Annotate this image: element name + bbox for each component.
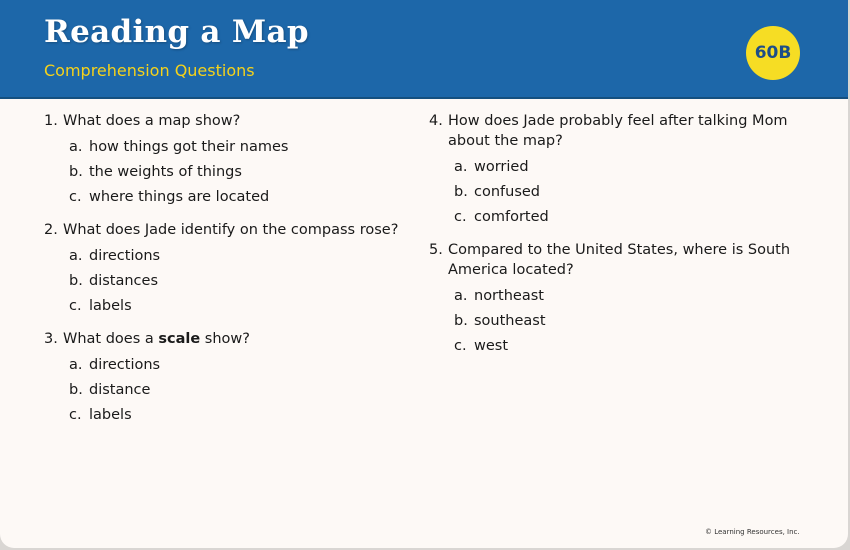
answer-letter: c.: [69, 298, 82, 314]
answer-list: [429, 284, 799, 359]
answer-option[interactable]: [429, 284, 799, 309]
answer-text: southeast: [474, 313, 546, 329]
answer-option[interactable]: [44, 269, 404, 294]
answer-list: [44, 353, 404, 428]
answer-text: distances: [89, 273, 158, 289]
answer-option[interactable]: [44, 160, 404, 185]
answer-option[interactable]: [44, 244, 404, 269]
answer-option[interactable]: [44, 353, 404, 378]
answer-letter: b.: [454, 184, 468, 200]
answer-text: worried: [474, 159, 529, 175]
question-2: [44, 220, 404, 319]
answer-option[interactable]: [44, 294, 404, 319]
answer-letter: a.: [454, 288, 468, 304]
answer-text: confused: [474, 184, 541, 200]
card-subtitle: Comprehension Questions: [44, 61, 255, 80]
answer-letter: b.: [69, 164, 83, 180]
answer-option[interactable]: [44, 378, 404, 403]
answer-letter: c.: [69, 407, 82, 423]
left-column: [44, 111, 404, 438]
answer-text: how things got their names: [89, 139, 289, 155]
answer-text: labels: [89, 298, 132, 314]
answer-list: [44, 135, 404, 210]
answer-letter: c.: [69, 189, 82, 205]
question-number: 3.: [44, 331, 58, 347]
answer-option[interactable]: [44, 185, 404, 210]
card-title: Reading a Map: [44, 14, 309, 50]
answer-letter: a.: [69, 357, 83, 373]
question-5: [429, 240, 799, 359]
answer-text: distance: [89, 382, 151, 398]
answer-letter: a.: [69, 248, 83, 264]
question-1: [44, 111, 404, 210]
answer-text: where things are located: [89, 189, 270, 205]
card-number-badge: 60B: [746, 26, 800, 80]
answer-text: labels: [89, 407, 132, 423]
question-number: 2.: [44, 222, 58, 238]
question-text: How does Jade probably feel after talking Mom about the map?: [448, 113, 788, 149]
answer-list: [429, 155, 799, 230]
answer-option[interactable]: [429, 309, 799, 334]
question-3: [44, 329, 404, 428]
answer-option[interactable]: [429, 155, 799, 180]
answer-text: directions: [89, 248, 161, 264]
answer-letter: c.: [454, 338, 467, 354]
answer-option[interactable]: [429, 180, 799, 205]
answer-letter: b.: [69, 382, 83, 398]
answer-option[interactable]: [429, 205, 799, 230]
card-header: [0, 0, 848, 99]
answer-letter: b.: [69, 273, 83, 289]
answer-option[interactable]: [429, 334, 799, 359]
answer-text: comforted: [474, 209, 549, 225]
answer-letter: c.: [454, 209, 467, 225]
right-column: [429, 111, 799, 369]
question-text: What does a scale show?: [63, 331, 250, 347]
answer-letter: a.: [454, 159, 468, 175]
question-text: What does Jade identify on the compass rose?: [63, 222, 399, 238]
answer-text: northeast: [474, 288, 544, 304]
bold-term: scale: [158, 331, 201, 347]
question-number: 4.: [429, 113, 443, 129]
answer-option[interactable]: [44, 135, 404, 160]
answer-letter: a.: [69, 139, 83, 155]
answer-option[interactable]: [44, 403, 404, 428]
question-4: [429, 111, 799, 230]
copyright-notice: © Learning Resources, Inc.: [705, 528, 800, 536]
question-text: What does a map show?: [63, 113, 241, 129]
answer-letter: b.: [454, 313, 468, 329]
answer-list: [44, 244, 404, 319]
question-number: 5.: [429, 242, 443, 258]
answer-text: west: [474, 338, 509, 354]
answer-text: directions: [89, 357, 161, 373]
question-number: 1.: [44, 113, 58, 129]
question-text: Compared to the United States, where is South America located?: [448, 242, 791, 278]
answer-text: the weights of things: [89, 164, 242, 180]
